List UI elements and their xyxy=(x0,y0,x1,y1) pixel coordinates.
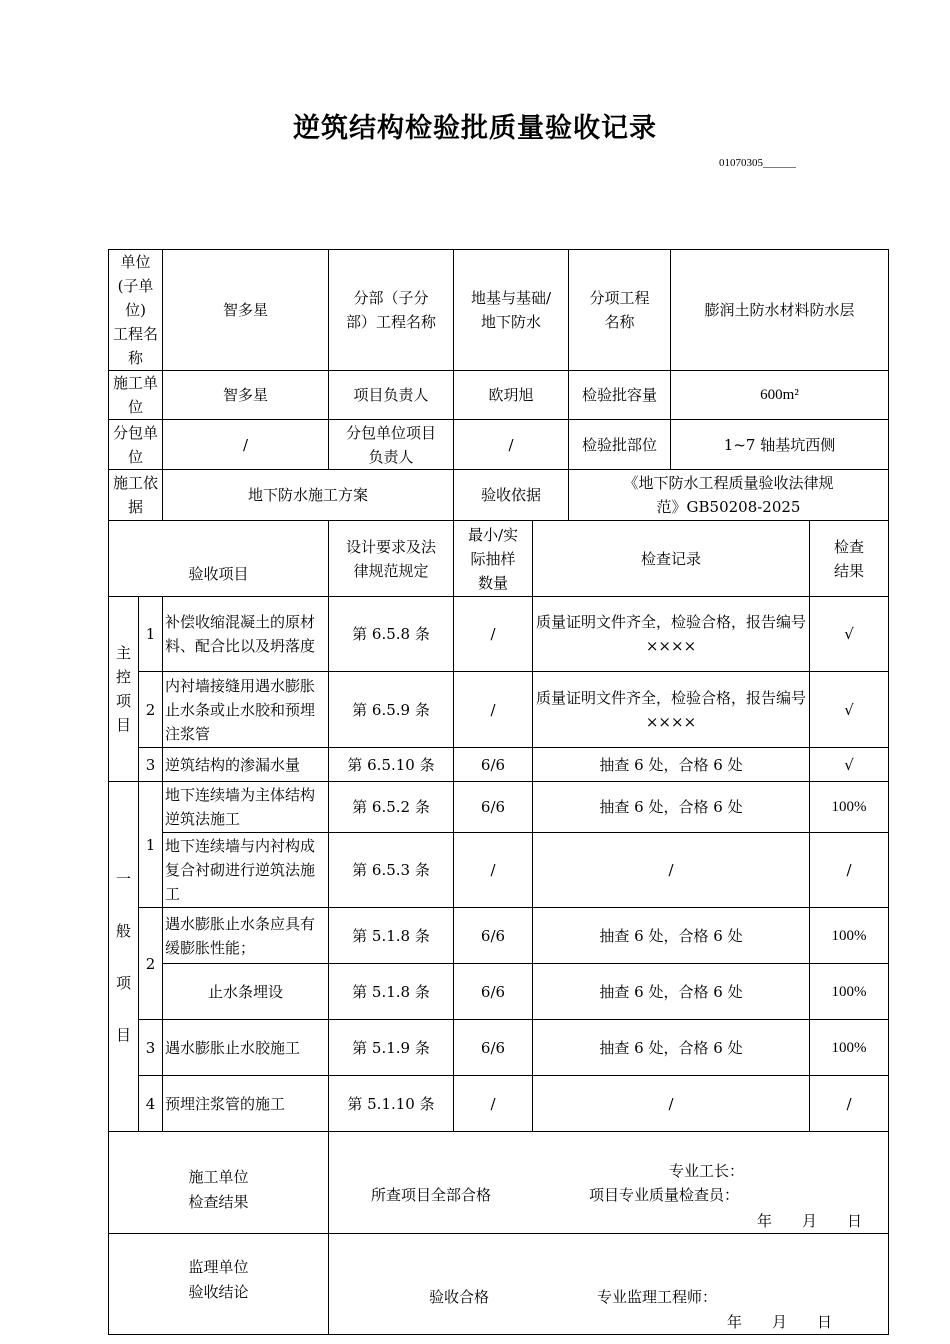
item-name: 遇水膨胀止水胶施工 xyxy=(163,1020,329,1076)
page-title: 逆筑结构检验批质量验收记录 xyxy=(293,113,657,144)
table-row xyxy=(109,748,889,782)
subdivision-value: 地基与基础/ 地下防水 xyxy=(454,250,569,371)
design-requirement: 第 5.1.8 条 xyxy=(329,964,454,1020)
sample-count: 6/6 xyxy=(454,908,533,964)
subcontractor-pm-label: 分包单位项目 负责人 xyxy=(329,420,454,470)
sample-count: / xyxy=(454,1076,533,1132)
design-requirement: 第 5.1.8 条 xyxy=(329,908,454,964)
col-header-item: 验收项目 xyxy=(109,521,329,597)
item-number: 4 xyxy=(139,1076,163,1132)
item-number: 1 xyxy=(139,597,163,672)
sample-count: 6/6 xyxy=(454,748,533,782)
batch-capacity-value: 600m² xyxy=(671,371,889,420)
inspection-record-table xyxy=(108,249,889,1335)
item-name: 预埋注浆管的施工 xyxy=(163,1076,329,1132)
check-result: 100% xyxy=(810,908,889,964)
constructor-value: 智多星 xyxy=(163,371,329,420)
unit-project-label: 单位(子单位) 工程名称 xyxy=(109,250,163,371)
check-result: √ xyxy=(810,672,889,748)
batch-position-value: 1~7 轴基坑西侧 xyxy=(671,420,889,470)
document-code: 01070305______ xyxy=(719,157,796,169)
col-header-record: 检查记录 xyxy=(533,521,810,597)
sample-count: / xyxy=(454,672,533,748)
col-header-sample: 最小/实 际抽样 数量 xyxy=(454,521,533,597)
design-requirement: 第 6.5.3 条 xyxy=(329,833,454,908)
check-result: √ xyxy=(810,597,889,672)
table-row xyxy=(109,1020,889,1076)
unit-project-value: 智多星 xyxy=(163,250,329,371)
item-name: 遇水膨胀止水条应具有缓膨胀性能； xyxy=(163,908,329,964)
construction-basis-label: 施工依据 xyxy=(109,470,163,521)
item-number: 1 xyxy=(139,782,163,908)
supervision-check-area xyxy=(329,1234,888,1334)
table-row xyxy=(109,782,889,833)
construction-conclusion: 所查项目全部合格 xyxy=(371,1186,492,1204)
sub-item-label: 分项工程 名称 xyxy=(569,250,671,371)
sample-count: / xyxy=(454,833,533,908)
design-requirement: 第 6.5.8 条 xyxy=(329,597,454,672)
table-row xyxy=(109,833,889,908)
project-manager-label: 项目负责人 xyxy=(329,371,454,420)
supervising-engineer-label: 专业监理工程师： xyxy=(597,1288,718,1306)
table-row xyxy=(109,597,889,672)
item-name: 地下连续墙与内衬构成复合衬砌进行逆筑法施工 xyxy=(163,833,329,908)
check-record: 抽查 6 处，合格 6 处 xyxy=(533,964,810,1020)
main-control-group-label: 主 控 项 目 xyxy=(109,597,139,782)
construction-check-label: 施工单位 检查结果 xyxy=(109,1132,329,1234)
design-requirement: 第 6.5.9 条 xyxy=(329,672,454,748)
item-number: 3 xyxy=(139,1020,163,1076)
check-record: / xyxy=(533,833,810,908)
col-header-result: 检查 结果 xyxy=(810,521,889,597)
subcontractor-pm-value: / xyxy=(454,420,569,470)
supervision-conclusion: 验收合格 xyxy=(429,1288,490,1306)
constructor-label: 施工单位 xyxy=(109,371,163,420)
supervision-date: 年 月 日 xyxy=(727,1313,833,1331)
construction-date: 年 月 日 xyxy=(757,1212,863,1230)
sample-count: / xyxy=(454,597,533,672)
project-manager-value: 欧玥旭 xyxy=(454,371,569,420)
check-record: / xyxy=(533,1076,810,1132)
supervision-check-label: 监理单位 验收结论 xyxy=(109,1234,329,1335)
col-header-design: 设计要求及法 律规范规定 xyxy=(329,521,454,597)
check-record: 抽查 6 处，合格 6 处 xyxy=(533,748,810,782)
acceptance-basis-label: 验收依据 xyxy=(454,470,569,521)
table-row xyxy=(109,1076,889,1132)
item-number: 2 xyxy=(139,672,163,748)
construction-check-area xyxy=(329,1132,888,1233)
design-requirement: 第 5.1.9 条 xyxy=(329,1020,454,1076)
batch-capacity-label: 检验批容量 xyxy=(569,371,671,420)
check-record: 抽查 6 处，合格 6 处 xyxy=(533,782,810,833)
sub-item-value: 膨润土防水材料防水层 xyxy=(671,250,889,371)
construction-basis-value: 地下防水施工方案 xyxy=(163,470,454,521)
check-record: 质量证明文件齐全，检验合格，报告编号×××× xyxy=(533,672,810,748)
check-result: 100% xyxy=(810,782,889,833)
check-result: 100% xyxy=(810,1020,889,1076)
sample-count: 6/6 xyxy=(454,1020,533,1076)
general-group-label: 一 般 项 目 xyxy=(109,782,139,1132)
design-requirement: 第 5.1.10 条 xyxy=(329,1076,454,1132)
table-row xyxy=(109,964,889,1020)
subdivision-label: 分部（子分 部）工程名称 xyxy=(329,250,454,371)
subcontractor-label: 分包单位 xyxy=(109,420,163,470)
table-row xyxy=(109,672,889,748)
sample-count: 6/6 xyxy=(454,964,533,1020)
check-record: 质量证明文件齐全，检验合格，报告编号×××× xyxy=(533,597,810,672)
subcontractor-value: / xyxy=(163,420,329,470)
check-result: 100% xyxy=(810,964,889,1020)
item-number: 2 xyxy=(139,908,163,1020)
item-name: 止水条埋设 xyxy=(163,964,329,1020)
acceptance-basis-value: 《地下防水工程质量验收法律规 范》GB50208-2025 xyxy=(569,470,889,521)
check-record: 抽查 6 处，合格 6 处 xyxy=(533,1020,810,1076)
quality-inspector-label: 项目专业质量检查员： xyxy=(589,1186,740,1204)
check-result: √ xyxy=(810,748,889,782)
item-name: 补偿收缩混凝土的原材料、配合比以及坍落度 xyxy=(163,597,329,672)
check-record: 抽查 6 处，合格 6 处 xyxy=(533,908,810,964)
design-requirement: 第 6.5.10 条 xyxy=(329,748,454,782)
design-requirement: 第 6.5.2 条 xyxy=(329,782,454,833)
sample-count: 6/6 xyxy=(454,782,533,833)
check-result: / xyxy=(810,833,889,908)
foreman-label: 专业工长： xyxy=(669,1162,745,1180)
item-name: 地下连续墙为主体结构逆筑法施工 xyxy=(163,782,329,833)
item-number: 3 xyxy=(139,748,163,782)
check-result: / xyxy=(810,1076,889,1132)
item-name: 内衬墙接缝用遇水膨胀止水条或止水胶和预埋注浆管 xyxy=(163,672,329,748)
table-row xyxy=(109,908,889,964)
item-name: 逆筑结构的渗漏水量 xyxy=(163,748,329,782)
batch-position-label: 检验批部位 xyxy=(569,420,671,470)
